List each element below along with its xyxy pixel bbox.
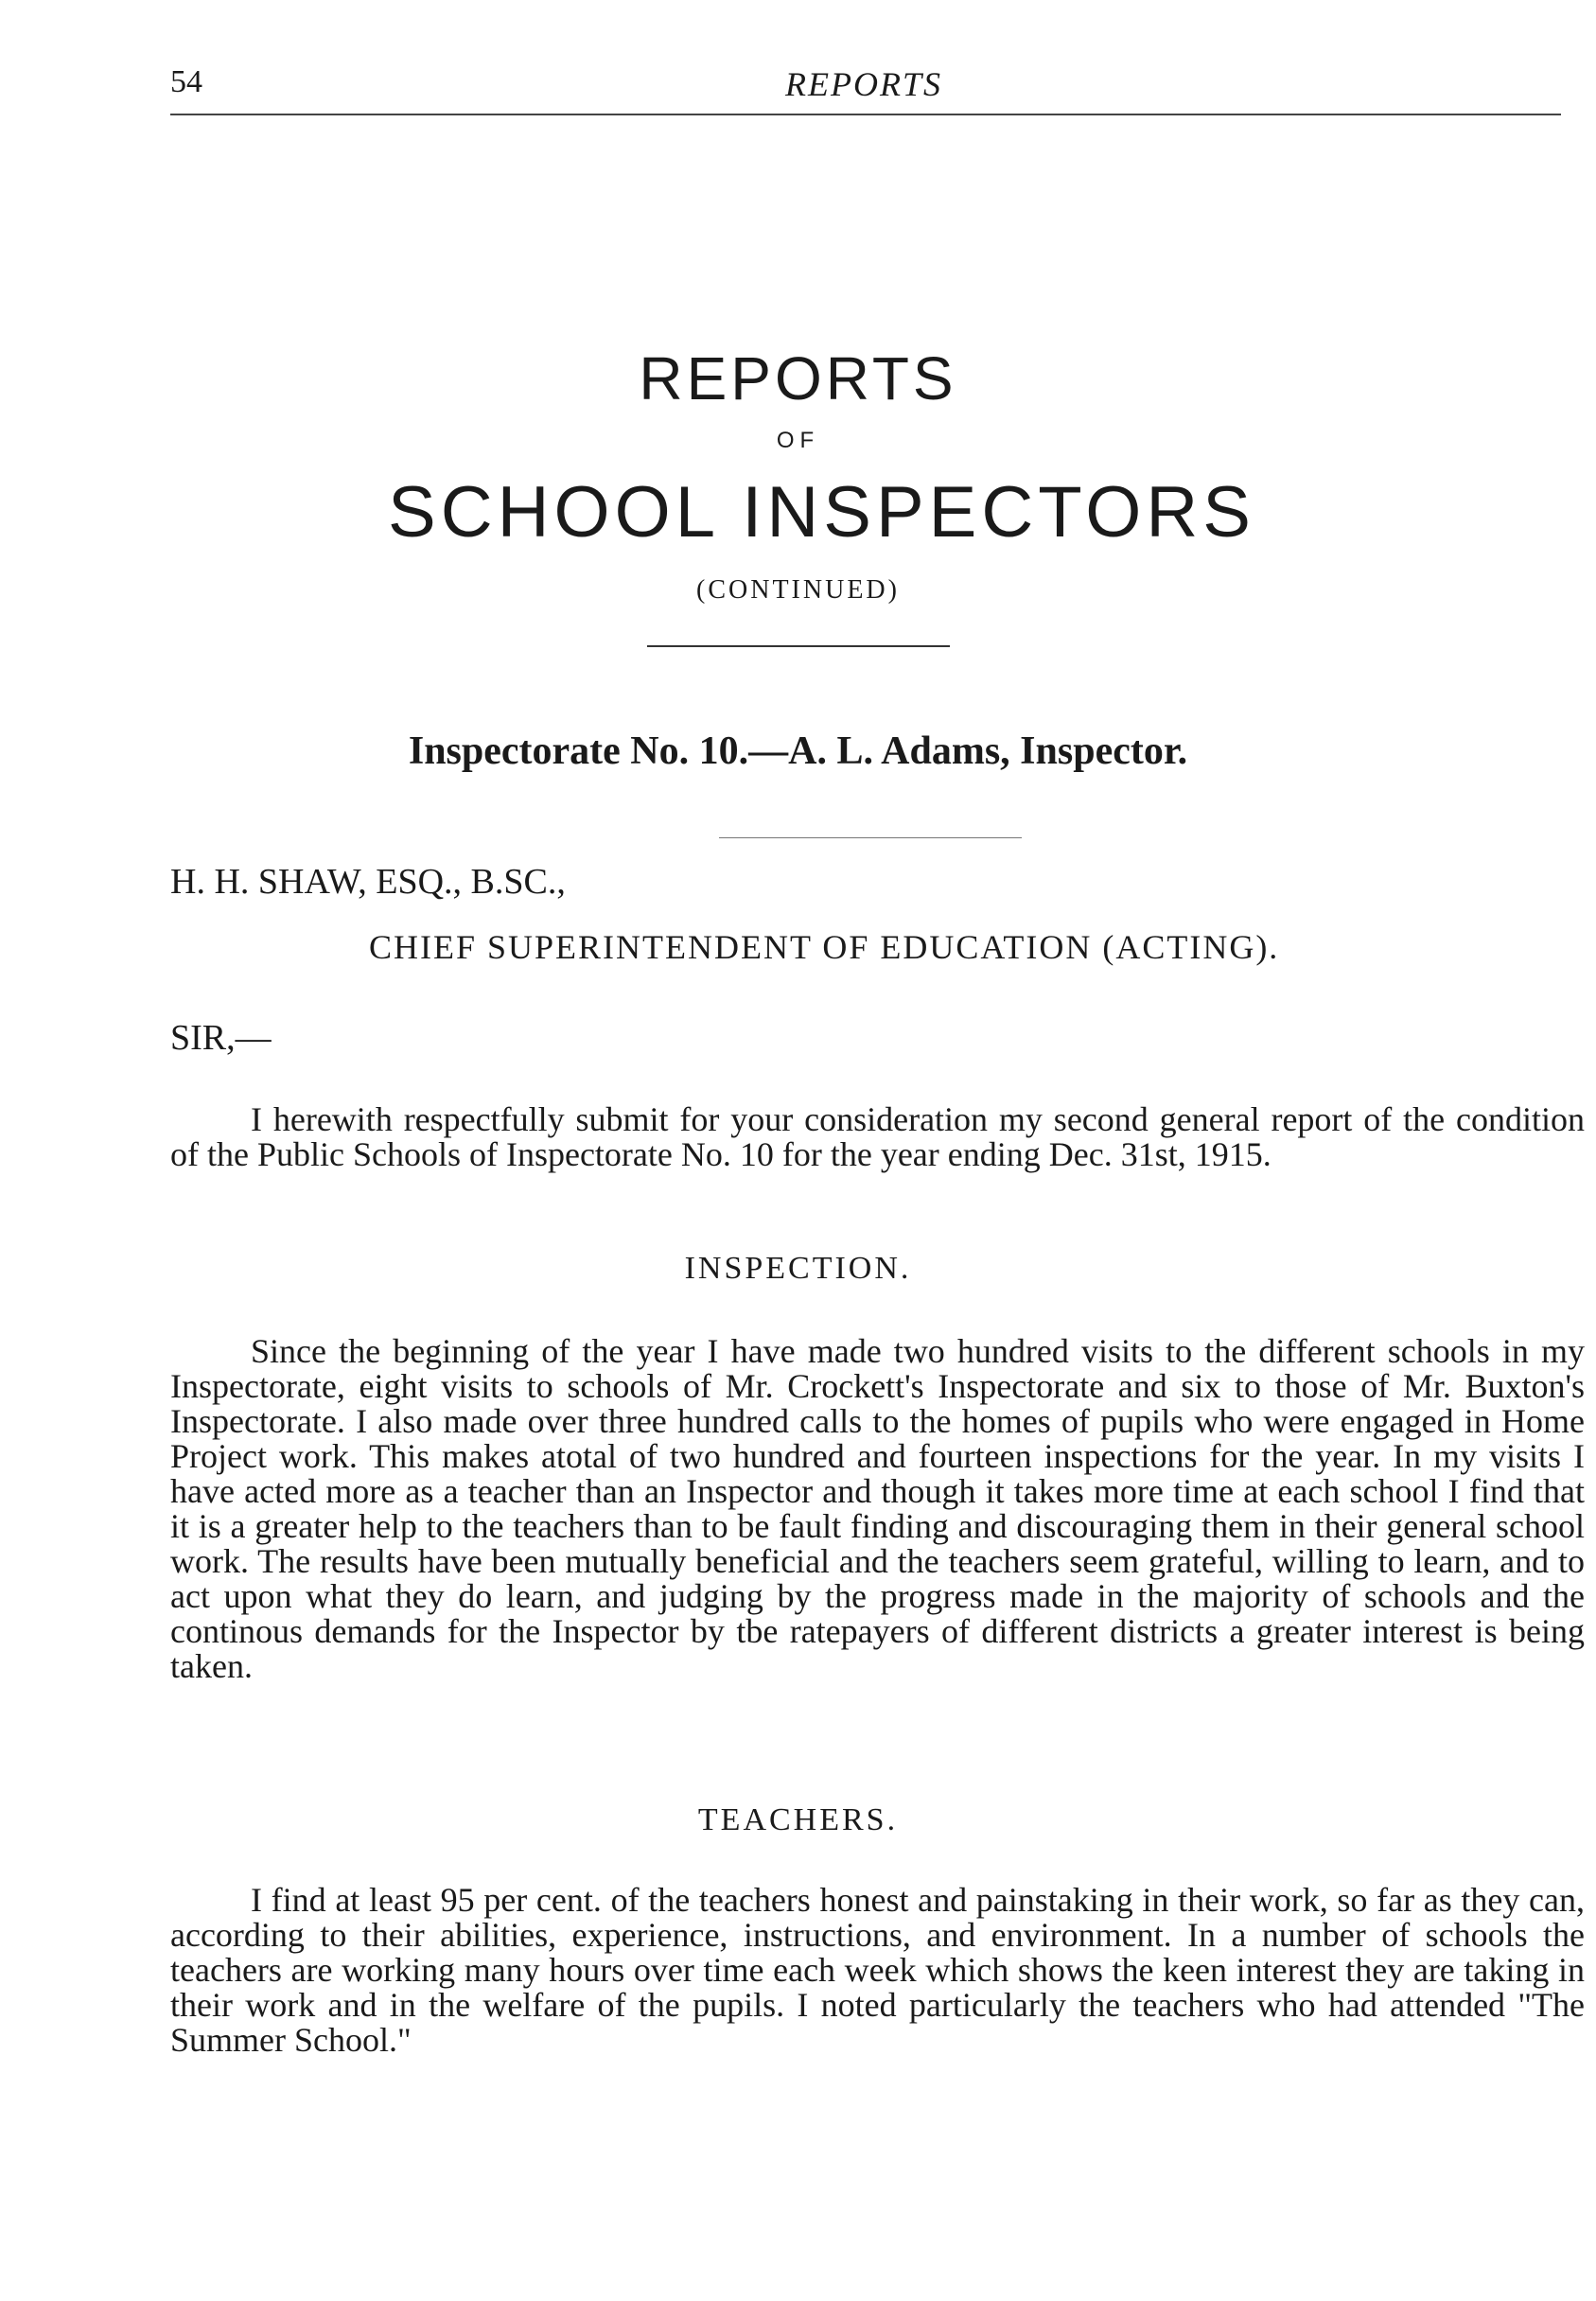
paragraph-teachers: I find at least 95 per cent. of the teachers honest and painstaking in their work, so far as they can, according to their abilities, experience, instructions, and environment. In a number of schools the teachers are working many hours over time each week which shows the keen interest they are taking in their work and in the welfare of the pupils. I noted particularly the teachers who had attended "The Summer School." — [170, 1881, 1585, 2059]
paragraph-inspection: Since the beginning of the year I have made two hundred visits to the different schools in my Inspectorate, eight visits to schools of Mr. Crockett's Inspectorate and six to those of Mr. Buxton's Inspectorate. I also made over three hundred calls to the homes of pupils who were engaged in Home Project work. This makes atotal of two hundred and fourteen inspections for the year. In my visits I have acted more as a teacher than an Inspector and though it takes more time at each school I find that it is a greater help to the teachers than to be fault finding and discouraging them in their general school work. The results have been mutually beneficial and the teachers seem grateful, willing to learn, and to act upon what they do learn, and judging by the progress made in the majority of schools and the continous demands for the Inspector by tbe ratepayers of different districts a greater interest is being taken. — [170, 1332, 1585, 1685]
main-title: REPORTS — [639, 344, 957, 413]
section-heading-teachers: TEACHERS. — [697, 1802, 899, 1837]
title-of: OF — [776, 428, 820, 453]
header-rule — [170, 114, 1561, 115]
running-head — [170, 64, 1542, 121]
subtitle: SCHOOL INSPECTORS — [388, 472, 1255, 553]
title-block — [0, 341, 1596, 647]
continued-label: (CONTINUED) — [696, 575, 900, 605]
section-heading-inspection: INSPECTION. — [684, 1251, 912, 1286]
addressee-title: CHIEF SUPERINTENDENT OF EDUCATION (ACTING). — [369, 928, 1280, 966]
paragraph-intro: I herewith respectfully submit for your consideration my second general report of the condition of the Public Schools of Inspectorate No. 10 for the year ending Dec. 31st, 1915. — [170, 1100, 1585, 1173]
title-rule — [647, 645, 950, 647]
addressee-name: H. H. SHAW, ESQ., B.SC., — [170, 862, 566, 902]
salutation: SIR,— — [170, 1018, 272, 1058]
inspectorate-heading: Inspectorate No. 10.—A. L. Adams, Inspector. — [408, 729, 1188, 773]
running-title: REPORTS — [785, 65, 942, 103]
inspectorate-rule — [719, 837, 1022, 838]
page-number: 54 — [170, 64, 202, 99]
